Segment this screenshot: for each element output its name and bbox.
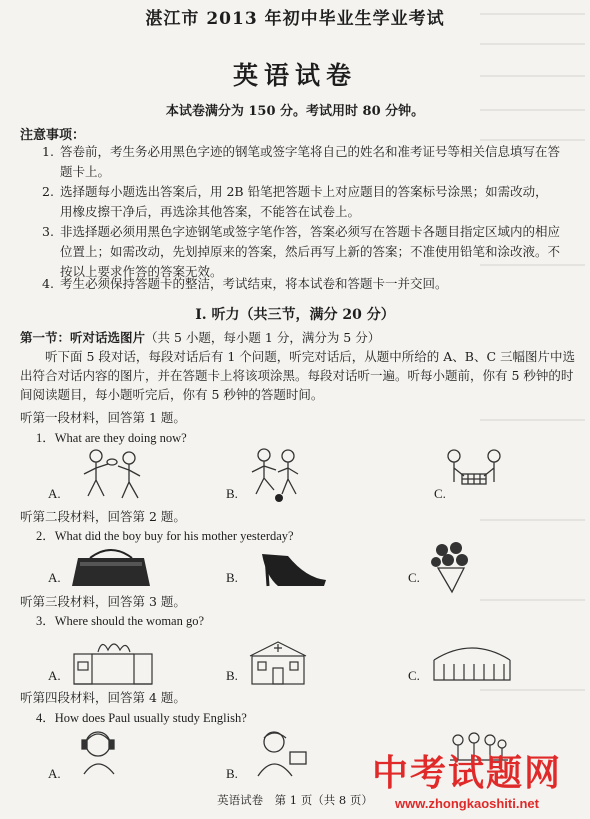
note-text: 答卷前，考生务必用黑色字迹的钢笔或签字笔将自己的姓名和准考证号等相关信息填写在答题卡上。: [60, 144, 561, 179]
material-line: 听第二段材料，回答第 2 题。: [20, 509, 186, 524]
question-text: 4．How does Paul usually study English?: [36, 711, 247, 725]
playing-football-picture: [246, 446, 306, 504]
part-name: 第一节：听对话选图片: [20, 330, 146, 345]
option-b: B.: [226, 668, 238, 683]
option-b: B.: [226, 570, 238, 585]
page-footer: 英语试卷 第 1 页（共 8 页）: [217, 793, 373, 807]
option-b: B.: [226, 766, 238, 781]
note-number: 1.: [42, 144, 54, 159]
playing-chess-picture: [444, 446, 506, 498]
listening-instructions: 听下面 5 段对话，每段对话后有 1 个问题，听完对话后，从题中所给的 A、B、C 三幅图片中选出符合对话内容的图片，并在答题卡上将该项涂黑。每段对话听一遍。听每小题前，你有 5 秒钟的时间阅读题目，每小题听完后，你有 5 秒钟的答题时间。: [20, 349, 576, 402]
score-info: 本试卷满分为 150 分。考试用时 80 分钟。: [165, 104, 425, 119]
flowers-picture: [426, 540, 476, 594]
part-rule: （共 5 小题，每小题 1 分，满分为 5 分）: [145, 330, 381, 345]
note-item: [42, 222, 561, 282]
option-c: C.: [434, 486, 446, 501]
question-text: 3．Where should the woman go?: [36, 614, 205, 628]
material-line: 听第三段材料，回答第 3 题。: [20, 594, 186, 609]
part-title: [20, 328, 380, 346]
playing-tennis-picture: [74, 446, 154, 501]
option-a: A.: [48, 570, 61, 585]
note-item: [42, 142, 561, 182]
bleed-through-texture: [470, 0, 590, 819]
option-a: A.: [48, 668, 61, 683]
material-line: 听第四段材料，回答第 4 题。: [20, 690, 186, 705]
note-number: 4.: [42, 276, 54, 291]
hospital-picture: [246, 640, 310, 686]
option-c: C.: [408, 570, 420, 585]
option-a: A.: [48, 486, 61, 501]
option-c: C.: [408, 668, 420, 683]
high-heel-shoes-picture: [258, 546, 332, 588]
question-text: 2．What did the boy buy for his mother yesterday?: [36, 529, 294, 543]
option-b: B.: [226, 486, 238, 501]
note-item: [42, 274, 560, 294]
note-text: 非选择题必须用黑色字迹钢笔或签字笔作答，答案必须写在答题卡各题目指定区域内的相应位置上；如需改动，先划掉原来的答案，然后再写上新的答案；不准使用铅笔和涂改液。不按以上要求作答的答案无效。: [60, 224, 561, 279]
note-text: 选择题每小题选出答案后，用 2B 铅笔把答题卡上对应题目的答案标号涂黑；如需改动，用橡皮擦干净后，再选涂其他答案，不能答在试卷上。: [60, 184, 548, 219]
watermark-site-name: 中考试题网: [372, 753, 563, 794]
note-number: 3.: [42, 224, 54, 239]
question-text: 1．What are they doing now?: [36, 431, 187, 445]
exam-subject: 英语试卷: [232, 61, 357, 90]
note-number: 2.: [42, 184, 54, 199]
watching-tv-picture: [252, 728, 310, 778]
note-item: [42, 182, 560, 222]
listening-headphones-picture: [72, 728, 130, 776]
handbag-picture: [70, 546, 152, 588]
zoo-picture: [72, 634, 154, 686]
watermark-url: www.zhongkaoshiti.net: [395, 796, 539, 811]
stadium-picture: [430, 638, 514, 684]
notes-heading: 注意事项：: [20, 128, 86, 143]
exam-title: 湛江市 2013 年初中毕业生学业考试: [145, 9, 445, 29]
material-line: 听第一段材料，回答第 1 题。: [20, 410, 186, 425]
section-title: I. 听力（共三节，满分 20 分）: [195, 307, 395, 323]
note-text: 考生必须保持答题卡的整洁，考试结束，将本试卷和答题卡一并交回。: [60, 276, 448, 291]
option-a: A.: [48, 766, 61, 781]
